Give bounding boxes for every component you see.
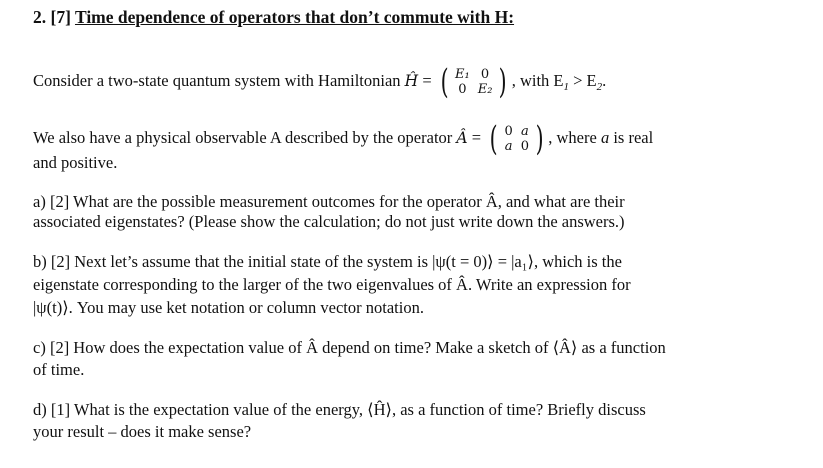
part-d-line-2: your result – does it make sense? (33, 422, 252, 441)
operator-symbol: Â (456, 128, 468, 147)
intro-text: , where (548, 127, 601, 147)
intro-operator-line (33, 119, 654, 159)
matrix-cell: a (520, 124, 529, 139)
intro-line-3: and positive. (33, 153, 118, 172)
matrix-cell: E₂ (477, 82, 493, 97)
hamiltonian-symbol: Ĥ (404, 71, 419, 90)
intro-text: is real (609, 127, 654, 147)
equals-sign: = (467, 127, 486, 147)
intro-text: , with E (511, 70, 564, 90)
subscript: 1 (563, 81, 569, 94)
part-c-line-2: of time. (33, 360, 85, 379)
intro-text: . (602, 70, 607, 90)
part-a-line-1: a) [2] What are the possible measurement outcomes for the operator Â, and what are their (33, 192, 625, 211)
intro-variable: a (600, 127, 610, 147)
problem-title: Time dependence of operators that don’t commute with H: (74, 7, 515, 27)
equals-sign: = (418, 70, 436, 90)
matrix-cell: 0 (520, 139, 529, 154)
operator-matrix: ( 0 a a 0 ) (489, 119, 544, 159)
matrix-cell: 0 (480, 67, 490, 82)
part-c-line-1: c) [2] How does the expectation value of Â depend on time? Make a sketch of ⟨Â⟩ as a function (33, 338, 666, 357)
part-b-line-2: eigenstate corresponding to the larger of the two eigenvalues of Â. Write an expression for (33, 275, 631, 294)
part-b-line-3: |ψ(t)⟩. You may use ket notation or column vector notation. (33, 298, 424, 317)
part-a-line-2: associated eigenstates? (Please show the calculation; do not just write down the answers.) (33, 212, 625, 231)
hamiltonian-matrix: ( E₁ 0 0 E₂ ) (440, 62, 508, 102)
intro-hamiltonian-line (33, 62, 607, 102)
matrix-cell: 0 (458, 82, 467, 97)
problem-number: 2. [7] (33, 7, 75, 27)
part-d-line-1: d) [1] What is the expectation value of the energy, ⟨Ĥ⟩, as a function of time? Briefly discuss (33, 400, 646, 419)
matrix-cell: E₁ (455, 67, 470, 82)
problem-heading (33, 7, 514, 28)
intro-text: Consider a two-state quantum system with Hamiltonian (33, 70, 405, 90)
intro-text: We also have a physical observable A described by the operator (33, 127, 457, 147)
matrix-cell: 0 (504, 124, 513, 139)
matrix-cell: a (504, 139, 513, 154)
subscript: 2 (596, 81, 603, 94)
intro-text: > E (568, 70, 597, 90)
part-b-line-1: b) [2] Next let’s assume that the initial state of the system is |ψ(t = 0)⟩ = |a₁⟩, which is the (33, 252, 622, 271)
